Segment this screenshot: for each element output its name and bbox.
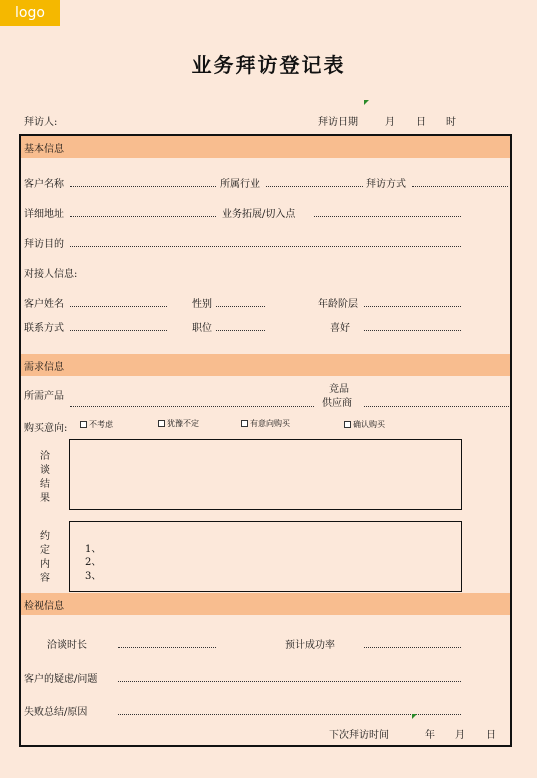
contact-info-label: 对接人信息: [24, 269, 78, 280]
visitor-label: 拜访人: [24, 117, 58, 128]
position-label: 职位 [192, 323, 212, 334]
gender-label: 性别 [192, 299, 212, 310]
gender-field[interactable] [216, 306, 265, 307]
agreement-item-2: 2、 [85, 557, 102, 568]
visit-method-field[interactable] [412, 186, 508, 187]
business-entry-field[interactable] [314, 216, 461, 217]
page-title: 业务拜访登记表 [191, 53, 346, 77]
agreement-label: 约 定 内 容 [40, 531, 50, 584]
address-field[interactable] [70, 216, 216, 217]
comment-flag-icon [412, 714, 417, 719]
purpose-label: 拜访目的 [24, 239, 64, 250]
age-group-field[interactable] [364, 306, 461, 307]
checkbox-icon[interactable] [344, 421, 351, 428]
visit-method-label: 拜访方式 [366, 179, 406, 190]
industry-field[interactable] [266, 186, 363, 187]
age-group-label: 年龄阶层 [318, 299, 358, 310]
checkbox-icon[interactable] [80, 421, 87, 428]
duration-field[interactable] [118, 647, 216, 648]
section-demand-info: 需求信息 [21, 354, 510, 376]
negotiation-result-box[interactable] [69, 439, 462, 510]
industry-label: 所属行业 [220, 179, 260, 190]
logo: logo [0, 0, 60, 26]
competitor-field[interactable] [364, 406, 509, 407]
doubts-field[interactable] [118, 681, 461, 682]
failure-field[interactable] [118, 714, 461, 715]
duration-label: 洽谈时长 [47, 640, 87, 651]
customer-name-label: 客户名称 [24, 179, 64, 190]
section-review-info: 检视信息 [21, 593, 510, 615]
next-visit-month: 月 [455, 730, 465, 741]
client-name-field[interactable] [70, 306, 167, 307]
contact-method-label: 联系方式 [24, 323, 64, 334]
checkbox-icon[interactable] [241, 420, 248, 427]
agreement-item-1: 1、 [85, 544, 102, 555]
comment-flag-icon [364, 100, 369, 105]
contact-method-field[interactable] [70, 330, 167, 331]
failure-label: 失败总结/原因 [24, 707, 88, 718]
position-field[interactable] [216, 330, 265, 331]
product-field[interactable] [70, 406, 314, 407]
option-confirmed[interactable]: 确认购买 [344, 419, 385, 430]
success-rate-field[interactable] [364, 647, 461, 648]
doubts-label: 客户的疑虑/问题 [24, 674, 98, 685]
next-visit-year: 年 [425, 730, 435, 741]
success-rate-label: 预计成功率 [285, 640, 335, 651]
client-name-label: 客户姓名 [24, 299, 64, 310]
option-intend-to-buy[interactable]: 有意向购买 [241, 418, 290, 429]
product-label: 所需产品 [24, 391, 64, 402]
negotiation-result-label: 洽 谈 结 果 [40, 451, 50, 504]
purpose-field[interactable] [70, 246, 461, 247]
section-basic-info: 基本信息 [21, 136, 510, 158]
day-label: 日 [416, 117, 426, 128]
next-visit-day: 日 [486, 730, 496, 741]
option-hesitant[interactable]: 犹豫不定 [158, 418, 199, 429]
agreement-item-3: 3、 [85, 571, 102, 582]
competitor-label-2: 供应商 [322, 398, 352, 409]
hobby-field[interactable] [364, 330, 461, 331]
hobby-label: 喜好 [330, 323, 350, 334]
visit-date-label: 拜访日期 [318, 117, 358, 128]
business-entry-label: 业务拓展/切入点 [222, 209, 296, 220]
purchase-intent-label: 购买意向: [24, 423, 68, 434]
customer-name-field[interactable] [70, 186, 216, 187]
next-visit-label: 下次拜访时间 [329, 730, 389, 741]
address-label: 详细地址 [24, 209, 64, 220]
month-label: 月 [385, 117, 395, 128]
competitor-label-1: 竞品 [329, 384, 349, 395]
agreement-box[interactable] [69, 521, 462, 592]
checkbox-icon[interactable] [158, 420, 165, 427]
hour-label: 时 [446, 117, 456, 128]
option-not-considered[interactable]: 不考虑 [80, 419, 113, 430]
